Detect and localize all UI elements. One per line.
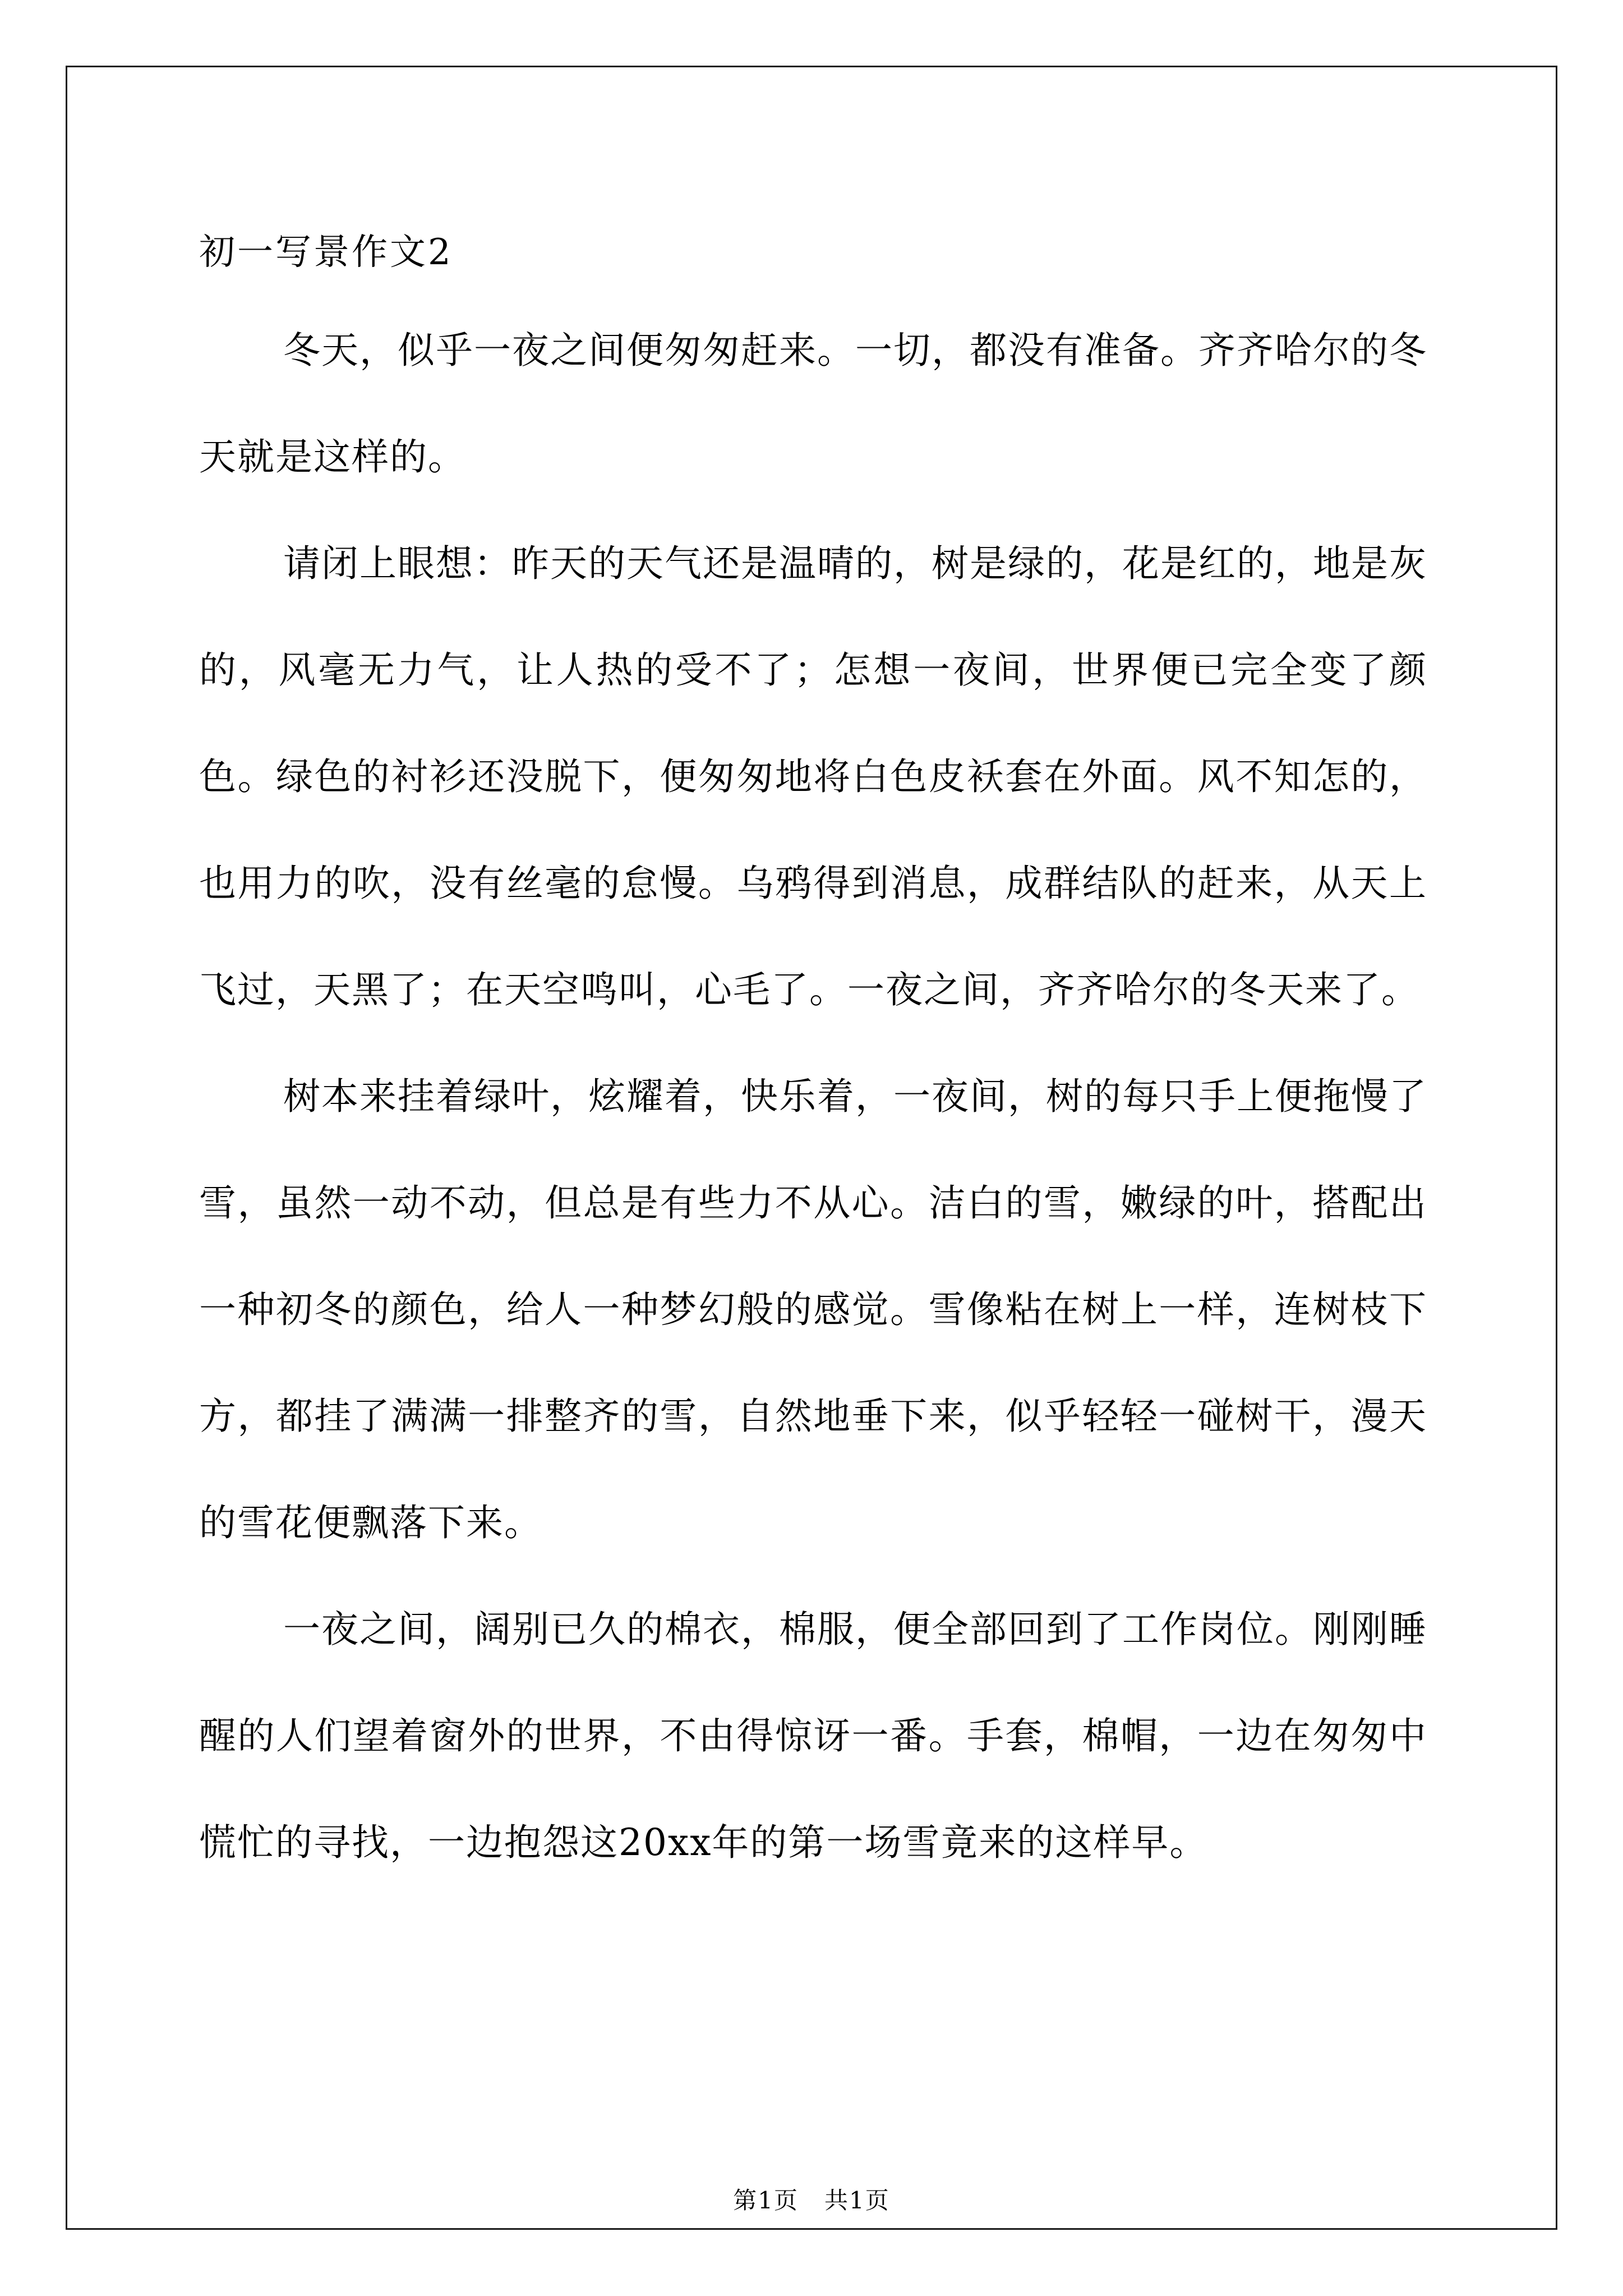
paragraph-1: 冬天，似乎一夜之间便匆匆赶来。一切，都没有准备。齐齐哈尔的冬天就是这样的。 — [199, 329, 1427, 478]
page-number-current: 第1页 — [733, 2187, 799, 2214]
paragraph-4: 一夜之间，阔别已久的棉衣，棉服，便全部回到了工作岗位。刚刚睡醒的人们望着窗外的世界，不由得惊讶一番。手套，棉帽，一边在匆匆中慌忙的寻找，一边抱怨这20xx年的第一场雪竟来的这样早。 — [199, 1608, 1427, 1864]
document-title: 初一写景作文2 — [199, 232, 453, 273]
paragraph-2: 请闭上眼想：昨天的天气还是温晴的，树是绿的，花是红的，地是灰的，风毫无力气，让人热的受不了；怎想一夜间，世界便已完全变了颜色。绿色的衬衫还没脱下，便匆匆地将白色皮袄套在外面。风不知怎的，也用力的吹，没有丝毫的怠慢。乌鸦得到消息，成群结队的赶来，从天上飞过，天黑了；在天空鸣叫，心毛了。一夜之间，齐齐哈尔的冬天来了。 — [199, 542, 1427, 1011]
page-number-total: 共1页 — [824, 2187, 890, 2214]
document-body — [199, 208, 1427, 1896]
paragraph-3: 树本来挂着绿叶，炫耀着，快乐着，一夜间，树的每只手上便拖慢了雪，虽然一动不动，但总是有些力不从心。洁白的雪，嫩绿的叶，搭配出一种初冬的颜色，给人一种梦幻般的感觉。雪像粘在树上一样，连树枝下方，都挂了满满一排整齐的雪，自然地垂下来，似乎轻轻一碰树干，漫天的雪花便飘落下来。 — [199, 1075, 1427, 1544]
page-footer — [0, 2182, 1623, 2216]
